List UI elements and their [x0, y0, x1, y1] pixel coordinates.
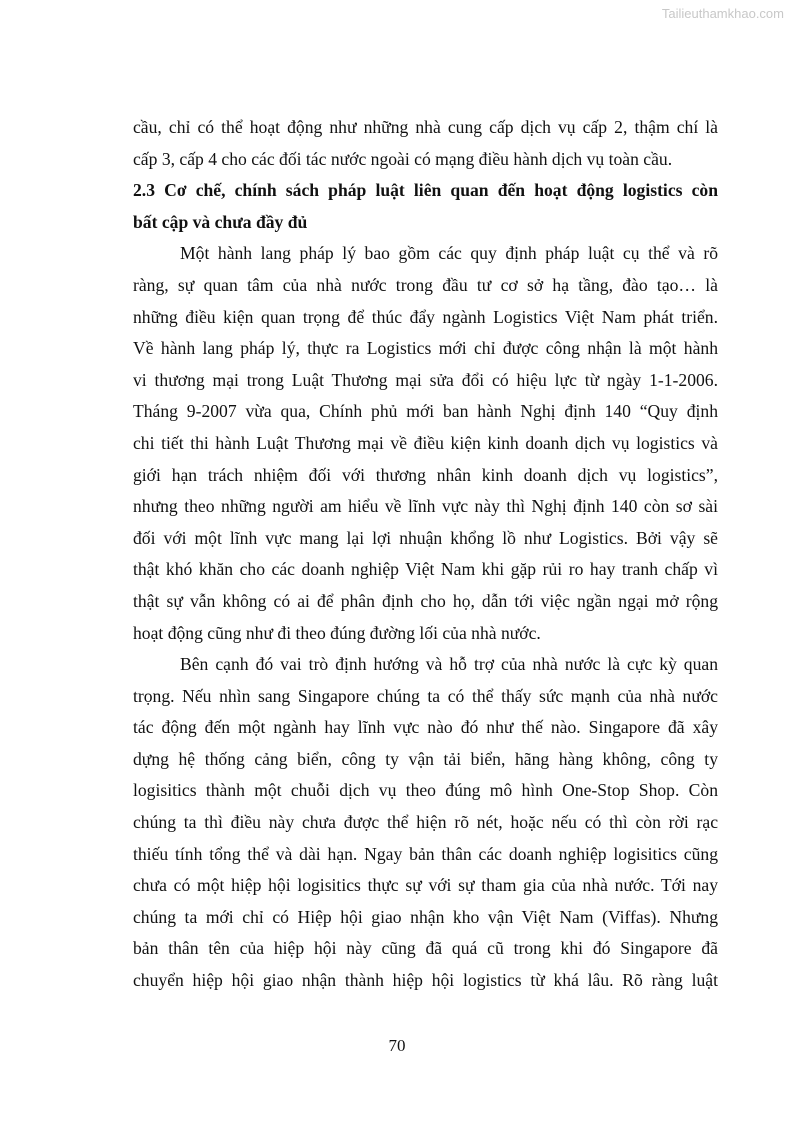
text-line: thật sự vẫn không có ai để phân định cho họ, dẫn tới việc ngần ngại mở rộng: [133, 590, 718, 611]
text-line: Tháng 9-2007 vừa qua, Chính phủ mới ban hành Nghị định 140 “Quy định: [133, 401, 718, 422]
text-line: cầu, chỉ có thể hoạt động như những nhà cung cấp dịch vụ cấp 2, thậm chí là: [133, 117, 718, 137]
text-line: Bên cạnh đó vai trò định hướng và hỗ trợ của nhà nước là cực kỳ quan: [180, 654, 718, 675]
document-body: [133, 115, 718, 1000]
text-line: chuyển hiệp hội giao nhận thành hiệp hội logistics từ khá lâu. Rõ ràng luật: [133, 970, 718, 991]
text-line: trọng. Nếu nhìn sang Singapore chúng ta có thể thấy sức mạnh của nhà nước: [133, 685, 718, 706]
text-line: bản thân tên của hiệp hội này cũng đã quá cũ trong khi đó Singapore đã: [133, 938, 718, 959]
text-line: chúng ta thì điều này chưa được thể hiện rõ nét, hoặc nếu có thì còn rời rạc: [133, 812, 718, 833]
watermark: Tailieuthamkhao.com: [661, 6, 784, 21]
section-heading-line: bất cập và chưa đầy đủ: [133, 211, 308, 232]
text-line: chưa có một hiệp hội logisitics thực sự với sự tham gia của nhà nước. Tới nay: [133, 875, 718, 896]
text-line: vi thương mại trong Luật Thương mại sửa đổi có hiệu lực từ ngày 1-1-2006.: [133, 369, 718, 390]
text-line: nhưng theo những người am hiểu về lĩnh vực này thì Nghị định 140 còn sơ sài: [133, 496, 718, 517]
text-line: giới hạn trách nhiệm đối với thương nhân kinh doanh dịch vụ logistics”,: [133, 464, 718, 485]
text-line: Về hành lang pháp lý, thực ra Logistics mới chỉ được công nhận là một hành: [133, 338, 718, 359]
text-line: hoạt động cũng như đi theo đúng đường lối của nhà nước.: [133, 622, 541, 643]
text-line: những điều kiện quan trọng để thúc đẩy ngành Logistics Việt Nam phát triển.: [133, 306, 718, 327]
text-line: ràng, sự quan tâm của nhà nước trong đầu tư cơ sở hạ tầng, đào tạo… là: [133, 274, 718, 295]
page-number: 70: [388, 1036, 406, 1055]
section-heading-line: 2.3 Cơ chế, chính sách pháp luật liên quan đến hoạt động logistics còn: [133, 180, 718, 201]
text-line: thiếu tính tổng thể và dài hạn. Ngay bản thân các doanh nghiệp logisitics cũng: [133, 843, 718, 864]
text-line: chi tiết thi hành Luật Thương mại về điều kiện kinh doanh dịch vụ logistics và: [133, 432, 718, 453]
text-line: dựng hệ thống cảng biển, công ty vận tải biển, hãng hàng không, công ty: [133, 748, 718, 769]
text-line: logisitics thành một chuỗi dịch vụ theo đúng mô hình One-Stop Shop. Còn: [133, 780, 718, 801]
text-line: thật khó khăn cho các doanh nghiệp Việt Nam khi gặp rủi ro hay tranh chấp vì: [133, 559, 718, 580]
text-line: cấp 3, cấp 4 cho các đối tác nước ngoài có mạng điều hành dịch vụ toàn cầu.: [133, 148, 673, 169]
text-line: tác động đến một ngành hay lĩnh vực nào đó như thế nào. Singapore đã xây: [133, 717, 718, 738]
text-line: chúng ta mới chỉ có Hiệp hội giao nhận kho vận Việt Nam (Viffas). Nhưng: [133, 906, 718, 927]
text-line: đối với một lĩnh vực mang lại lợi nhuận khổng lồ như Logistics. Bởi vậy sẽ: [133, 527, 718, 548]
text-line: Một hành lang pháp lý bao gồm các quy định pháp luật cụ thể và rõ: [180, 243, 718, 264]
